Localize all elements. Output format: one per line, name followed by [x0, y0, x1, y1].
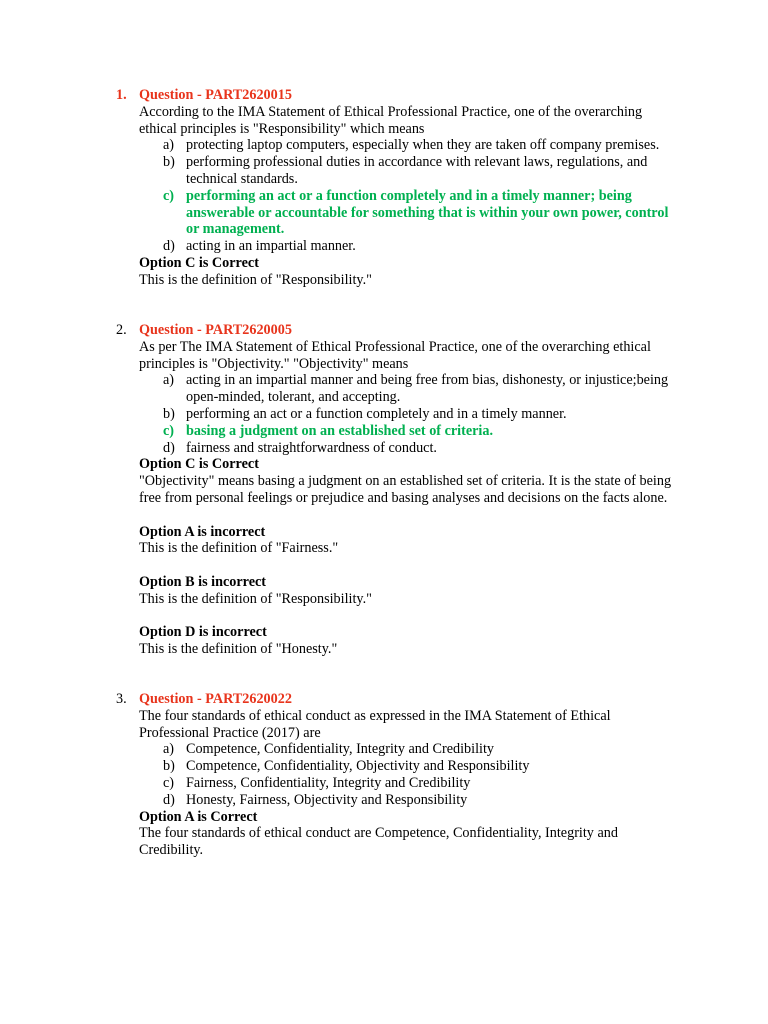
answer-explanation: This is the definition of "Responsibility."	[139, 271, 372, 288]
option-label: c)	[163, 422, 175, 439]
incorrect-explanation-d: This is the definition of "Honesty."	[139, 641, 338, 658]
option-label: a)	[163, 372, 175, 389]
option-text: protecting laptop computers, especially when they are taken off company premises.	[186, 137, 660, 154]
answer-heading: Option A is Correct	[139, 808, 258, 825]
option-d	[163, 792, 679, 809]
answer-explanation: "Objectivity" means basing a judgment on an established set of criteria. It is the state of being free from personal feelings or prejudice and basing analyses and decisions on the facts alone.	[139, 473, 672, 506]
option-c	[163, 775, 679, 792]
option-list	[139, 372, 679, 456]
question-number: 2.	[116, 322, 127, 338]
question-title: Question - PART2620015	[139, 87, 292, 103]
question-body	[139, 87, 679, 289]
question-stem: As per The IMA Statement of Ethical Professional Practice, one of the overarching ethical principles is "Objectivity." "Objectivity" means	[139, 338, 651, 372]
question-body	[139, 322, 679, 658]
option-label: d)	[163, 238, 175, 255]
option-c-correct	[163, 188, 679, 238]
option-label: c)	[163, 774, 175, 791]
option-a	[163, 372, 679, 406]
option-list	[139, 741, 679, 808]
option-b	[163, 406, 679, 423]
option-a	[163, 137, 679, 154]
option-text: performing an act or a function completely and in a timely manner; being answerable or accountable for something that is within your own power, control or management.	[186, 187, 669, 238]
question-body	[139, 691, 679, 859]
option-a	[163, 741, 679, 758]
option-text: acting in an impartial manner.	[186, 238, 356, 255]
option-label: b)	[163, 405, 175, 422]
option-label: d)	[163, 791, 175, 808]
incorrect-explanation-a: This is the definition of "Fairness."	[139, 540, 339, 557]
option-text: Fairness, Confidentiality, Integrity and Credibility	[186, 774, 471, 791]
option-text: performing professional duties in accordance with relevant laws, regulations, and technical standards.	[186, 154, 648, 187]
question-stem: According to the IMA Statement of Ethical Professional Practice, one of the overarching ethical principles is "Responsibility" which means	[139, 103, 643, 137]
option-list	[139, 137, 679, 255]
option-text: Competence, Confidentiality, Integrity and Credibility	[186, 741, 494, 758]
option-d	[163, 440, 679, 457]
question-number: 1.	[116, 87, 127, 103]
incorrect-heading-d: Option D is incorrect	[139, 624, 267, 641]
option-label: c)	[163, 187, 175, 204]
option-d	[163, 238, 679, 255]
incorrect-explanation-b: This is the definition of "Responsibility."	[139, 590, 372, 607]
option-label: b)	[163, 154, 175, 171]
option-b	[163, 154, 679, 188]
option-b	[163, 758, 679, 775]
answer-explanation: The four standards of ethical conduct are Competence, Confidentiality, Integrity and Credibility.	[139, 825, 618, 859]
question-stem: The four standards of ethical conduct as expressed in the IMA Statement of Ethical Professional Practice (2017) are	[139, 707, 611, 741]
question-title: Question - PART2620022	[139, 691, 292, 707]
option-label: b)	[163, 758, 175, 775]
option-text: Honesty, Fairness, Objectivity and Responsibility	[186, 791, 468, 808]
question-number: 3.	[116, 691, 127, 707]
option-text: Competence, Confidentiality, Objectivity and Responsibility	[186, 758, 530, 775]
option-c-correct	[163, 423, 679, 440]
incorrect-heading-a: Option A is incorrect	[139, 523, 266, 540]
option-text: acting in an impartial manner and being free from bias, dishonesty, or injustice;being open-minded, tolerant, and accepting.	[186, 372, 669, 406]
option-text: performing an act or a function completely and in a timely manner.	[186, 405, 567, 422]
answer-heading: Option C is Correct	[139, 456, 259, 473]
answer-heading: Option C is Correct	[139, 254, 259, 271]
option-label: a)	[163, 741, 175, 758]
option-text: fairness and straightforwardness of conduct.	[186, 439, 437, 456]
option-label: a)	[163, 137, 175, 154]
option-text: basing a judgment on an established set of criteria.	[186, 422, 494, 439]
incorrect-heading-b: Option B is incorrect	[139, 573, 267, 590]
question-title: Question - PART2620005	[139, 322, 292, 338]
option-label: d)	[163, 439, 175, 456]
